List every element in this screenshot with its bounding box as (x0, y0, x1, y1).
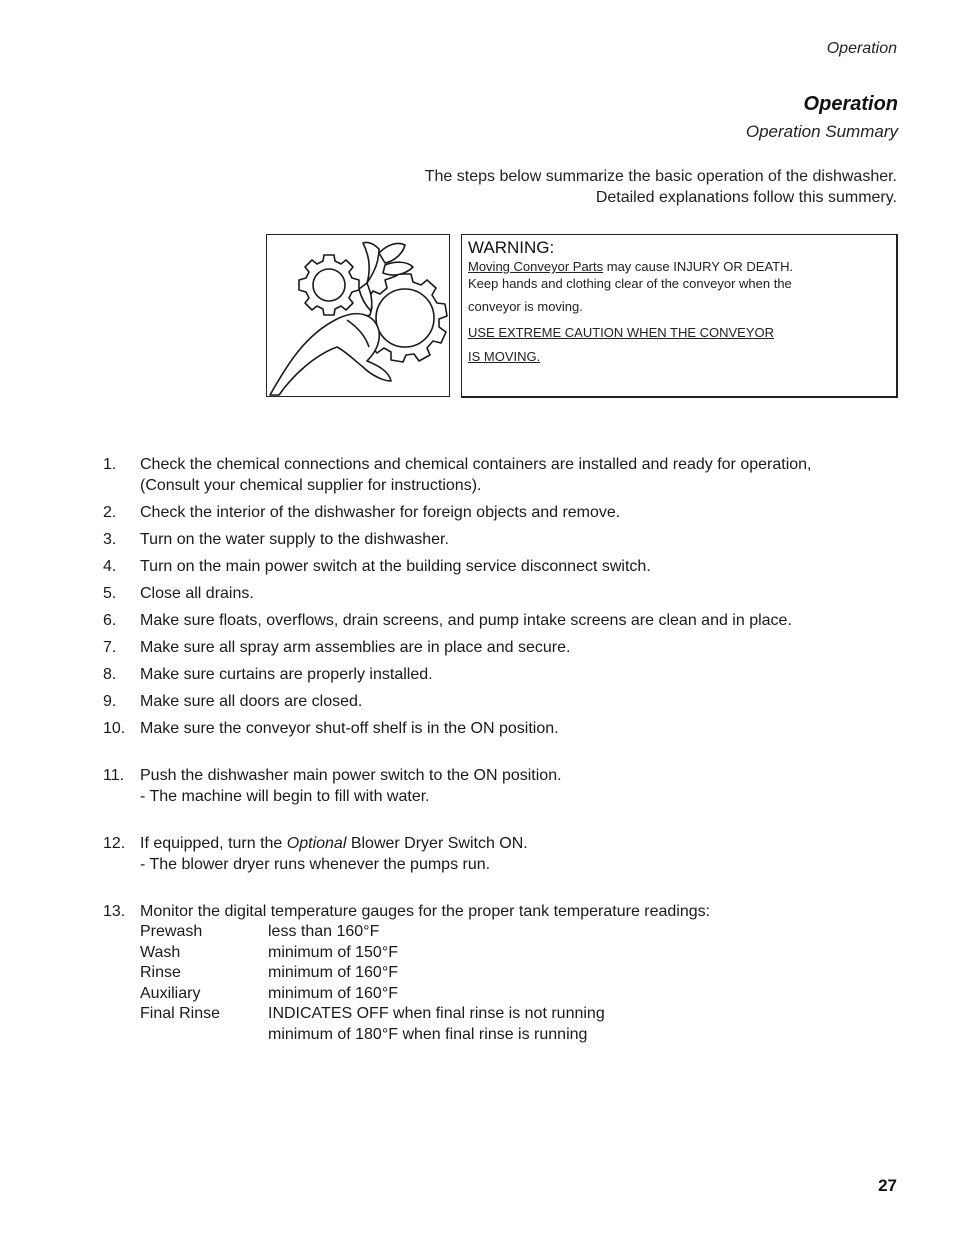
temperature-value: INDICATES OFF when final rinse is not running (268, 1005, 605, 1022)
step-number: 1. (103, 456, 117, 473)
step-text: Turn on the water supply to the dishwasher. (140, 531, 449, 548)
list-item (103, 833, 893, 875)
warning-caution-1: USE EXTREME CAUTION WHEN THE CONVEYOR (468, 325, 775, 340)
warning-line-3: conveyor is moving. (468, 299, 583, 314)
temperature-table (140, 922, 893, 1045)
step-text: Turn on the main power switch at the building service disconnect switch. (140, 558, 651, 575)
step-text: Monitor the digital temperature gauges for the proper tank temperature readings: (140, 903, 711, 920)
step-text-post: Blower Dryer Switch ON. (346, 835, 528, 852)
list-item (103, 664, 893, 685)
step-number: 9. (103, 693, 117, 710)
gears-hand-warning-icon (267, 235, 449, 396)
step-number: 3. (103, 531, 117, 548)
step-text: Make sure the conveyor shut-off shelf is in the ON position. (140, 720, 559, 737)
temperature-label: Auxiliary (140, 984, 201, 1002)
step-text: Close all drains. (140, 585, 254, 602)
step-text-cont: (Consult your chemical supplier for instructions). (140, 477, 482, 494)
temperature-row (140, 922, 893, 943)
intro-line-2: Detailed explanations follow this summery. (595, 189, 897, 206)
step-number: 10. (103, 720, 126, 737)
temperature-value: minimum of 160°F (268, 984, 398, 1002)
step-note: - The machine will begin to fill with water. (140, 788, 430, 805)
step-note: - The blower dryer runs whenever the pumps run. (140, 856, 491, 873)
running-header: Operation (826, 40, 897, 57)
warning-box (461, 234, 898, 398)
step-text-optional: Optional (286, 835, 347, 852)
step-number: 13. (103, 903, 126, 920)
step-text: Check the interior of the dishwasher for foreign objects and remove. (140, 504, 621, 521)
section-subtitle: Operation Summary (745, 122, 898, 141)
temperature-value: less than 160°F (268, 923, 380, 940)
intro-line-1: The steps below summarize the basic operation of the dishwasher. (424, 168, 897, 185)
warning-line-2: Keep hands and clothing clear of the conveyor when the (468, 276, 792, 291)
step-text: Make sure all spray arm assemblies are in place and secure. (140, 639, 571, 656)
temperature-value: minimum of 160°F (268, 964, 398, 981)
step-text (140, 833, 893, 854)
warning-hazard-underlined: Moving Conveyor Parts (468, 259, 604, 274)
section-title: Operation (803, 93, 898, 115)
list-item (103, 610, 893, 631)
temperature-label (140, 1025, 268, 1046)
list-item (103, 502, 893, 523)
step-number: 4. (103, 558, 117, 575)
list-item (103, 583, 893, 604)
list-item (103, 691, 893, 712)
step-text: Make sure floats, overflows, drain screens, and pump intake screens are clean and in place. (140, 612, 792, 629)
list-item (103, 454, 893, 496)
temperature-row (140, 943, 893, 964)
intro-paragraph (425, 166, 897, 208)
temperature-value: minimum of 150°F (268, 943, 398, 961)
temperature-row (140, 1025, 893, 1046)
warning-hazard-rest: may cause INJURY OR DEATH. (603, 259, 794, 274)
step-number: 2. (103, 504, 117, 521)
step-number: 12. (103, 835, 126, 852)
step-number: 5. (103, 585, 117, 602)
list-item (103, 901, 893, 1045)
warning-caution-2: IS MOVING. (468, 349, 541, 364)
step-number: 8. (103, 666, 117, 683)
step-text: Make sure all doors are closed. (140, 693, 363, 710)
temperature-label: Final Rinse (140, 1005, 221, 1022)
page-number: 27 (878, 1176, 897, 1195)
steps-list (103, 454, 893, 1045)
warning-hazard-line (468, 258, 890, 275)
list-item (103, 765, 893, 807)
list-item (103, 637, 893, 658)
temperature-row (140, 1004, 893, 1025)
temperature-value: minimum of 180°F when final rinse is running (268, 1025, 588, 1043)
step-number: 7. (103, 639, 117, 656)
step-text: Check the chemical connections and chemical containers are installed and ready for operation, (140, 456, 812, 473)
step-text: Push the dishwasher main power switch to the ON position. (140, 767, 562, 784)
temperature-label: Rinse (140, 964, 181, 981)
temperature-label: Prewash (140, 923, 203, 940)
temperature-label: Wash (140, 943, 181, 961)
temperature-row (140, 963, 893, 984)
step-number: 6. (103, 612, 117, 629)
list-item (103, 556, 893, 577)
step-text-pre: If equipped, turn the (140, 835, 287, 852)
list-item (103, 718, 893, 739)
temperature-row (140, 984, 893, 1005)
step-text: Make sure curtains are properly installed. (140, 666, 433, 683)
warning-illustration (266, 234, 450, 397)
warning-title: WARNING: (468, 238, 555, 257)
step-number: 11. (103, 767, 125, 784)
list-item (103, 529, 893, 550)
